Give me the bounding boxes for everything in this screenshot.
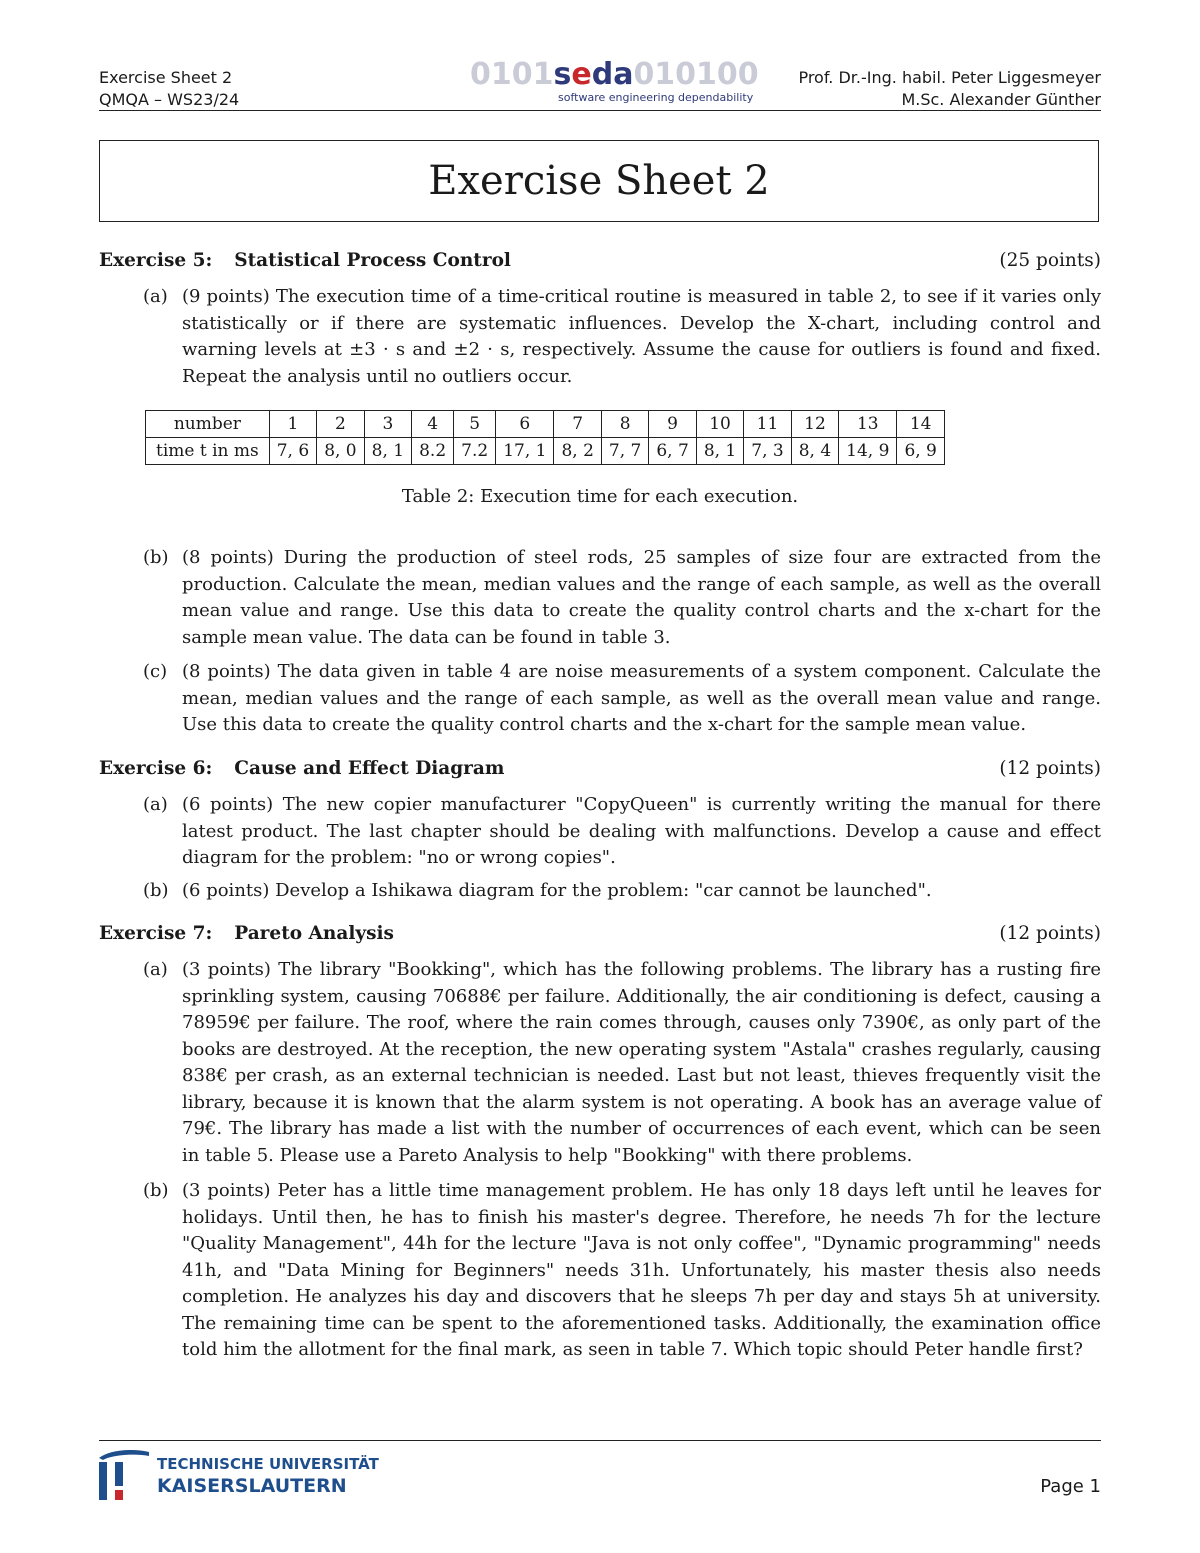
exercise-7-item-a — [143, 957, 1101, 1169]
exercise-5-item-c — [143, 659, 1101, 739]
title-box — [99, 140, 1099, 222]
item-text: (6 points) Develop a Ishikawa diagram for the problem: "car cannot be launched". — [182, 880, 932, 901]
table-cell: 3 — [364, 411, 411, 438]
table-cell: 5 — [454, 411, 496, 438]
table-cell: 7.2 — [454, 438, 496, 465]
table-cell: 12 — [791, 411, 838, 438]
logo-binary-right: 010100 — [633, 57, 759, 92]
table-cell: 2 — [317, 411, 364, 438]
tu-kaiserslautern-logo — [97, 1446, 379, 1502]
item-label: (b) — [143, 1180, 169, 1201]
page-number: Page 1 — [1040, 1476, 1101, 1497]
header-right — [798, 67, 1101, 111]
table-cell: 8, 2 — [554, 438, 601, 465]
course-term-label: QMQA – WS23/24 — [99, 90, 240, 109]
table-cell: 7, 3 — [744, 438, 791, 465]
table-row-header: time t in ms — [146, 438, 270, 465]
item-text: (8 points) The data given in table 4 are noise measurements of a system component. Calculate the mean, median values and the range of each sample, as well as the overall mean value and range. Use this data to create the quality control charts and the x-chart for the sample mean value. — [182, 661, 1101, 735]
item-label: (a) — [143, 794, 168, 815]
logo-e: e — [571, 57, 592, 92]
table-cell: 6, 9 — [897, 438, 944, 465]
execution-time-table — [145, 410, 945, 465]
logo-seda — [554, 57, 634, 92]
item-text: (3 points) The library "Bookking", which has the following problems. The library has a rusting fire sprinkling system, causing 70688€ per failure. Additionally, the air conditioning is defect, causing a 78959€ per failure. The roof, where the rain comes through, causes only 7390€, as only part of the books are destroyed. At the reception, the new operating system "Astala" crashes regularly, causing 838€ per crash, as an external technician is needed. Last but not least, thieves frequently visit the library, because it is known that the alarm system is not operating. A book has an average value of 79€. The library has made a list with the number of occurrences of each event, which can be seen in table 5. Please use a Pareto Analysis to help "Bookking" with there problems. — [182, 959, 1101, 1166]
exercise-5-item-b — [143, 545, 1101, 651]
table-cell: 7, 7 — [601, 438, 648, 465]
footer-rule — [99, 1440, 1101, 1441]
item-label: (b) — [143, 547, 169, 568]
table-cell: 11 — [744, 411, 791, 438]
tu-wordmark — [157, 1454, 379, 1498]
professor-name: Prof. Dr.-Ing. habil. Peter Liggesmeyer — [798, 68, 1101, 87]
exercise-5-item-a — [143, 284, 1101, 390]
table-cell: 17, 1 — [496, 438, 554, 465]
table-cell: 14 — [897, 411, 944, 438]
logo-s: s — [553, 57, 572, 92]
exercise-6-number: Exercise 6: — [99, 758, 213, 779]
exercise-6-points: (12 points) — [999, 758, 1101, 779]
tu-line2: KAISERSLAUTERN — [157, 1475, 347, 1497]
table-cell: 1 — [269, 411, 316, 438]
item-label: (a) — [143, 959, 168, 980]
exercise-7-number: Exercise 7: — [99, 923, 213, 944]
table-cell: 14, 9 — [839, 438, 897, 465]
table-cell: 7 — [554, 411, 601, 438]
item-label: (a) — [143, 286, 168, 307]
table-row-number — [146, 411, 945, 438]
logo-binary-left: 0101 — [470, 57, 554, 92]
item-text: (9 points) The execution time of a time-critical routine is measured in table 2, to see if it varies only statistically or if there are systematic influences. Develop the X-chart, including control and warning levels at ±3 · s and ±2 · s, respectively. Assume the cause for outliers is found and fixed. Repeat the analysis until no outliers occur. — [182, 286, 1101, 387]
table-row-time — [146, 438, 945, 465]
table-cell: 8 — [601, 411, 648, 438]
exercise-6-item-a — [143, 792, 1101, 872]
page-title: Exercise Sheet 2 — [428, 158, 770, 204]
table-cell: 6 — [496, 411, 554, 438]
exercise-7-heading — [99, 923, 1101, 944]
table-cell: 8, 1 — [364, 438, 411, 465]
exercise-5-name: Statistical Process Control — [234, 250, 511, 271]
table-cell: 13 — [839, 411, 897, 438]
tu-emblem-icon — [97, 1446, 151, 1502]
table-row-header: number — [146, 411, 270, 438]
table-cell: 7, 6 — [269, 438, 316, 465]
exercise-5-number: Exercise 5: — [99, 250, 213, 271]
exercise-7-item-b — [143, 1178, 1101, 1364]
header-rule — [99, 110, 1101, 111]
table-caption: Table 2: Execution time for each execution. — [401, 486, 799, 507]
logo-tagline: software engineering dependability — [558, 91, 754, 104]
item-text: (8 points) During the production of steel rods, 25 samples of size four are extracted from the production. Calculate the mean, median values and the range of each sample, as well as the overall mean value and range. Use this data to create the quality control charts and the x-chart for the sample mean value. The data can be found in table 3. — [182, 547, 1101, 648]
exercise-7-points: (12 points) — [999, 923, 1101, 944]
table-cell: 8, 4 — [791, 438, 838, 465]
table-cell: 9 — [649, 411, 696, 438]
item-text: (6 points) The new copier manufacturer "CopyQueen" is currently writing the manual for there latest product. The last chapter should be dealing with malfunctions. Develop a cause and effect diagram for the problem: "no or wrong copies". — [182, 794, 1101, 868]
exercise-6-item-b — [143, 878, 1101, 905]
item-text: (3 points) Peter has a little time management problem. He has only 18 days left until he leaves for holidays. Until then, he has to finish his master's degree. Therefore, he needs 7h for the lecture "Quality Management", 44h for the lecture "Java is not only coffee", "Dynamic programming" needs 41h, and "Data Mining for Beginners" needs 31h. Unfortunately, his master thesis also needs completion. He analyzes his day and discovers that he sleeps 7h per day and stays 5h at university. The remaining time can be spent to the aforementioned tasks. Additionally, the examination office told him the allotment for the final mark, as seen in table 7. Which topic should Peter handle first? — [182, 1180, 1101, 1360]
header-left — [99, 67, 239, 111]
item-label: (c) — [143, 661, 168, 682]
course-sheet-label: Exercise Sheet 2 — [99, 68, 233, 87]
assistant-name: M.Sc. Alexander Günther — [901, 90, 1101, 109]
seda-logo — [470, 57, 759, 108]
table-cell: 10 — [696, 411, 743, 438]
tu-line1: TECHNISCHE UNIVERSITÄT — [157, 1455, 379, 1473]
exercise-6-name: Cause and Effect Diagram — [234, 758, 505, 779]
table-cell: 8, 0 — [317, 438, 364, 465]
exercise-5-points: (25 points) — [999, 250, 1101, 271]
table-cell: 8, 1 — [696, 438, 743, 465]
table-cell: 6, 7 — [649, 438, 696, 465]
exercise-7-name: Pareto Analysis — [234, 923, 394, 944]
table-cell: 8.2 — [412, 438, 454, 465]
table-cell: 4 — [412, 411, 454, 438]
logo-da: da — [591, 57, 634, 92]
exercise-5-heading — [99, 250, 1101, 271]
item-label: (b) — [143, 880, 169, 901]
exercise-6-heading — [99, 758, 1101, 779]
